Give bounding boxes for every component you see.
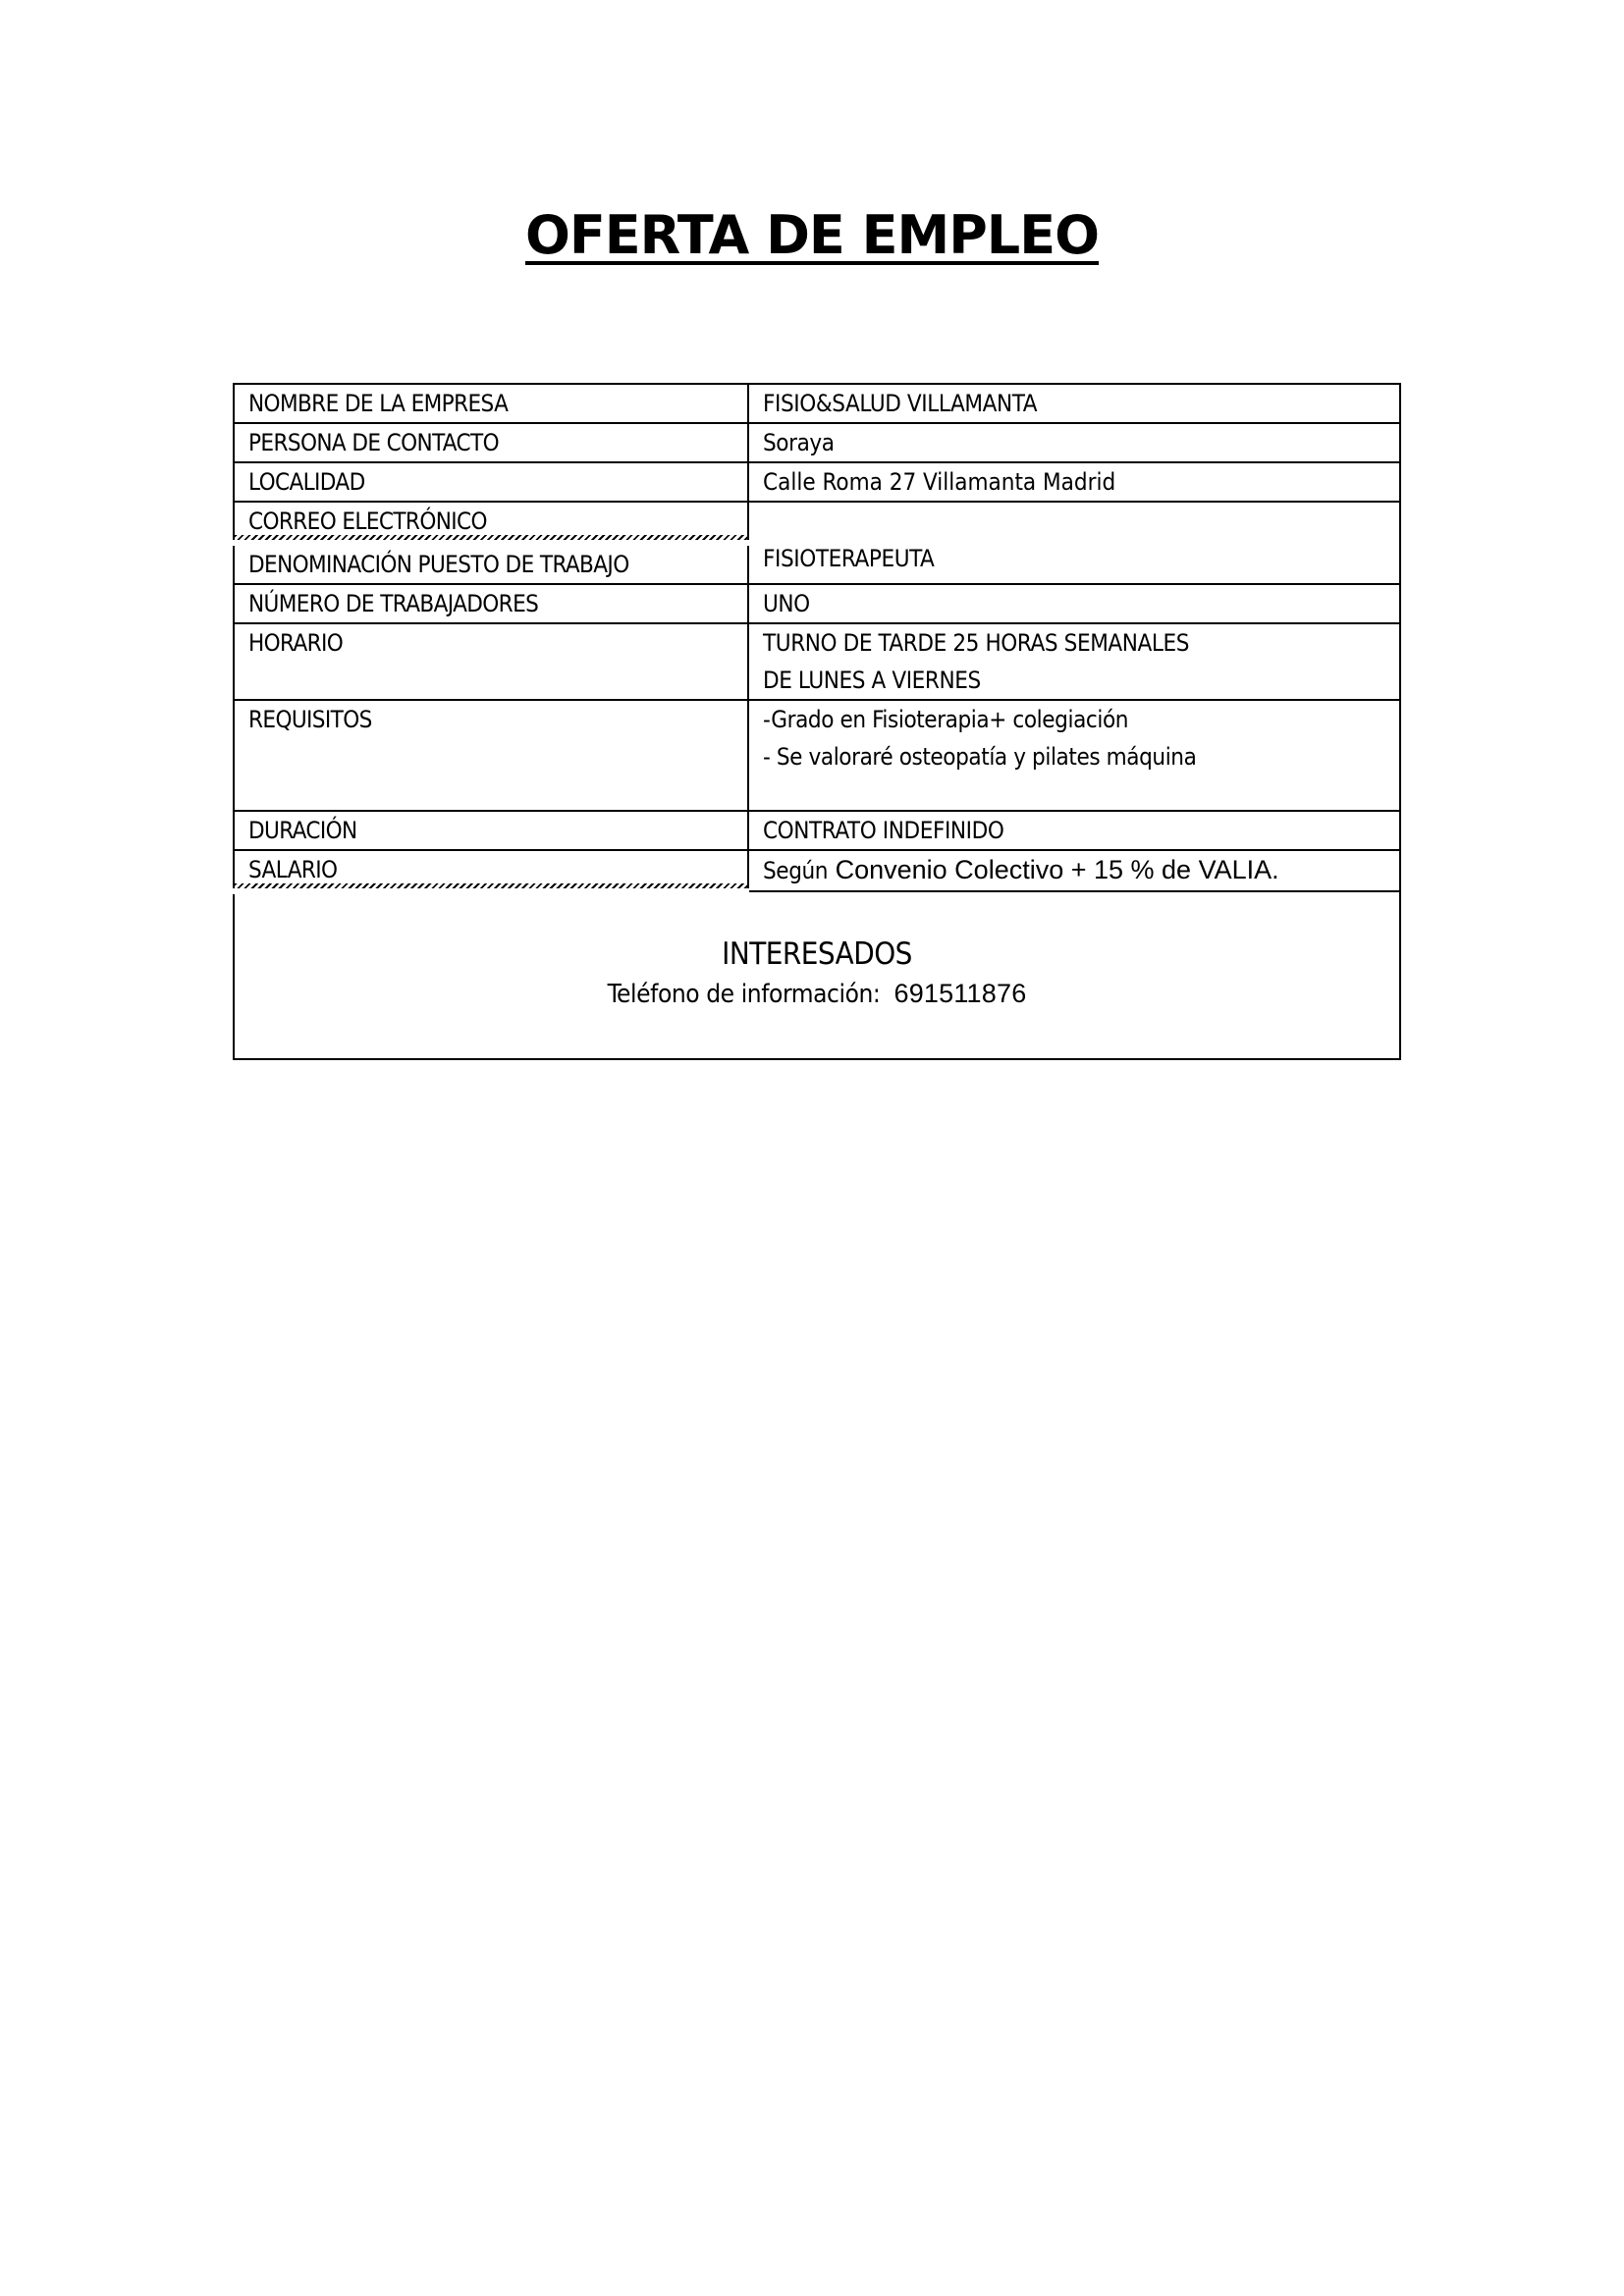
value-contact-person: Soraya — [748, 423, 1400, 462]
value-email — [763, 503, 1399, 540]
label-company-name: NOMBRE DE LA EMPRESA — [234, 384, 748, 423]
value-schedule — [748, 623, 1400, 700]
table-row-company — [234, 384, 1400, 423]
value-requirements-line-1: -Grado en Fisioterapia+ colegiación — [763, 706, 1129, 733]
label-workers: NÚMERO DE TRABAJADORES — [234, 584, 748, 623]
label-requirements: REQUISITOS — [234, 700, 748, 811]
table-row-schedule — [234, 623, 1400, 700]
table-row-contact — [234, 423, 1400, 462]
interested-section — [234, 891, 1400, 1059]
value-duration: CONTRATO INDEFINIDO — [748, 811, 1400, 850]
table-row-workers — [234, 584, 1400, 623]
value-schedule-line-2: DE LUNES A VIERNES — [763, 667, 981, 694]
phone-number: 691511876 — [893, 979, 1027, 1008]
table-row-email — [234, 502, 1400, 543]
label-duration: DURACIÓN — [234, 811, 748, 850]
table-row-interested — [234, 891, 1400, 1059]
value-email-and-position — [748, 502, 1400, 584]
phone-line — [235, 975, 1399, 1013]
label-position: DENOMINACIÓN PUESTO DE TRABAJO — [234, 543, 748, 584]
interested-title: INTERESADOS — [722, 936, 912, 972]
value-workers: UNO — [748, 584, 1400, 623]
value-location: Calle Roma 27 Villamanta Madrid — [748, 462, 1400, 502]
value-salary-rest: Convenio Colectivo + 15 % de VALIA. — [828, 855, 1279, 884]
value-requirements-line-2: - Se valoraré osteopatía y pilates máquina — [763, 743, 1197, 771]
label-location: LOCALIDAD — [234, 462, 748, 502]
job-offer-table — [233, 383, 1401, 1060]
value-salary-prefix: Según — [763, 857, 829, 884]
value-requirements — [748, 700, 1400, 811]
document-title: OFERTA DE EMPLEO — [525, 204, 1099, 266]
label-contact-person: PERSONA DE CONTACTO — [234, 423, 748, 462]
table-row-location — [234, 462, 1400, 502]
table-row-requirements — [234, 700, 1400, 811]
table-row-salary — [234, 850, 1400, 891]
label-email: CORREO ELECTRÓNICO — [234, 502, 748, 543]
value-position: FISIOTERAPEUTA — [763, 545, 935, 572]
table-row-duration — [234, 811, 1400, 850]
phone-label: Teléfono de información: — [607, 980, 881, 1009]
value-company-name: FISIO&SALUD VILLAMANTA — [748, 384, 1400, 423]
value-salary — [748, 850, 1400, 891]
value-schedule-line-1: TURNO DE TARDE 25 HORAS SEMANALES — [763, 629, 1190, 657]
label-salary: SALARIO — [234, 850, 748, 891]
label-schedule: HORARIO — [234, 623, 748, 700]
